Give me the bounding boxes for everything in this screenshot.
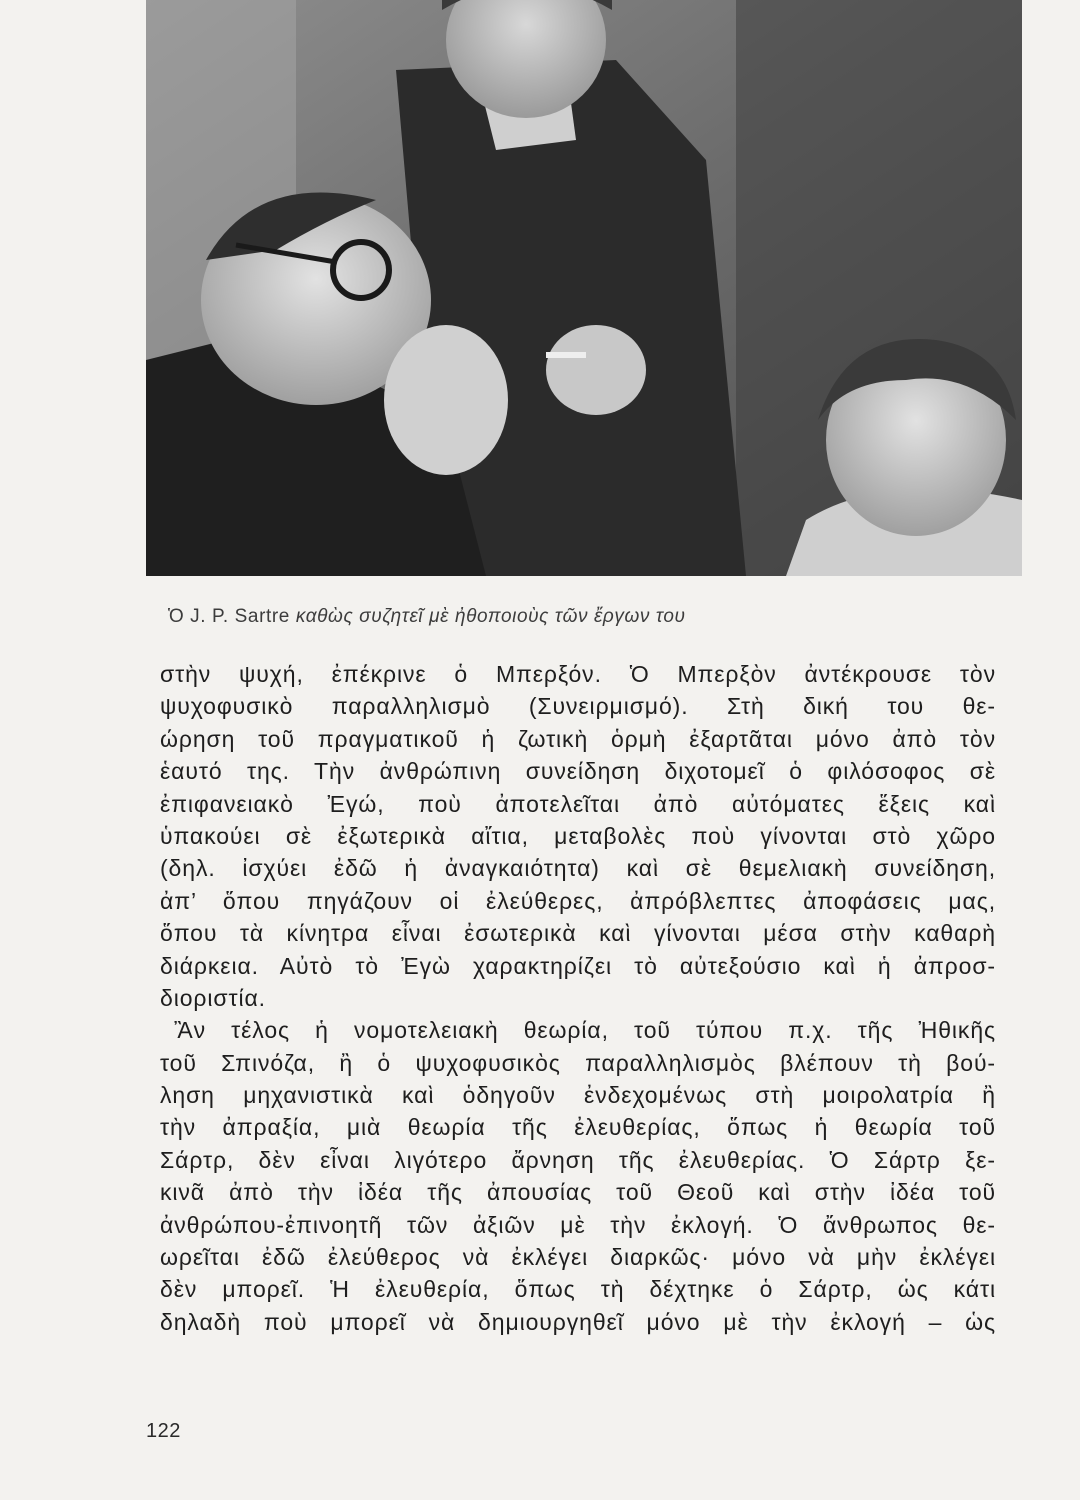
text-line: στὴν ψυχή, ἐπέκρινε ὁ Μπερξόν. Ὁ Μπερξὸν ἀντέκρουσε τὸν xyxy=(160,661,996,687)
caption-italic: καθὼς συζητεῖ μὲ ἠθοποιοὺς τῶν ἔργων του xyxy=(289,606,686,627)
page-number: 122 xyxy=(146,1420,181,1442)
text-line: δηλαδὴ ποὺ μπορεῖ νὰ δημιουργηθεῖ μόνο μὲ τὴν ἐκλογή – ὡς xyxy=(160,1308,996,1335)
text-line: Ἂν τέλος ἡ νομοτελειακὴ θεωρία, τοῦ τύπου π.χ. τῆς Ἠθικῆς xyxy=(174,1017,996,1044)
body-text xyxy=(160,658,996,1338)
text-line: ἐπιφανειακὸ Ἐγώ, ποὺ ἀποτελεῖται ἀπὸ αὐτόματες ἕξεις καὶ xyxy=(160,790,996,817)
text-line: ἑαυτό της. Τὴν ἀνθρώπινη συνείδηση διχοτομεῖ ὁ φιλόσοφος σὲ xyxy=(160,758,996,785)
text-line: ώρηση τοῦ πραγματικοῦ ἡ ζωτικὴ ὁρμὴ ἐξαρτᾶται μόνο ἀπὸ τὸν xyxy=(160,725,996,752)
text-line: ὅπου τὰ κίνητρα εἶναι ἐσωτερικὰ καὶ γίνονται μέσα στὴν καθαρὴ xyxy=(160,920,996,947)
photo-caption xyxy=(168,606,988,628)
caption-prefix: Ὁ J. P. Sartre xyxy=(168,606,290,627)
text-line: κινᾶ ἀπὸ τὴν ἰδέα τῆς ἀπουσίας τοῦ Θεοῦ καὶ στὴν ἰδέα τοῦ xyxy=(160,1179,996,1206)
text-line: (δηλ. ἰσχύει ἐδῶ ἡ ἀναγκαιότητα) καὶ σὲ θεμελιακὴ συνείδηση, xyxy=(160,855,996,882)
text-line: ψυχοφυσικὸ παραλληλισμὸ (Συνειρμισμό). Στὴ δική του θε- xyxy=(160,693,996,720)
text-line: ληση μηχανιστικὰ καὶ ὁδηγοῦν ἐνδεχομένως στὴ μοιρολατρία ἢ xyxy=(160,1082,996,1109)
text-line: τὴν ἀπραξία, μιὰ θεωρία τῆς ἐλευθερίας, ὅπως ἡ θεωρία τοῦ xyxy=(160,1114,996,1141)
text-line: ὑπακούει σὲ ἐξωτερικὰ αἴτια, μεταβολὲς ποὺ γίνονται στὸ χῶρο xyxy=(160,822,996,849)
text-line: τοῦ Σπινόζα, ἢ ὁ ψυχοφυσικὸς παραλληλισμὸς βλέπουν τὴ βού- xyxy=(160,1049,996,1076)
text-line: διάρκεια. Αὐτὸ τὸ Ἐγὼ χαρακτηρίζει τὸ αὐτεξούσιο καὶ ἡ ἀπροσ- xyxy=(160,952,996,979)
text-line: δὲν μπορεῖ. Ἡ ἐλευθερία, ὅπως τὴ δέχτηκε ὁ Σάρτρ, ὡς κάτι xyxy=(160,1276,996,1303)
text-line: διοριστία. xyxy=(160,984,266,1011)
photograph xyxy=(146,0,1022,576)
photo-icon xyxy=(146,0,1022,576)
text-line: Σάρτρ, δὲν εἶναι λιγότερο ἄρνηση τῆς ἐλευθερίας. Ὁ Σάρτρ ξε- xyxy=(160,1146,996,1173)
text-line: ἀπ’ ὅπου πηγάζουν οἱ ἐλεύθερες, ἀπρόβλεπτες ἀποφάσεις μας, xyxy=(160,887,996,914)
text-line: ἀνθρώπου-ἐπινοητῆ τῶν ἀξιῶν μὲ τὴν ἐκλογή. Ὁ ἄνθρωπος θε- xyxy=(160,1211,996,1238)
text-line: ωρεῖται ἐδῶ ἐλεύθερος νὰ ἐκλέγει διαρκῶς· μόνο νὰ μὴν ἐκλέγει xyxy=(160,1244,996,1271)
